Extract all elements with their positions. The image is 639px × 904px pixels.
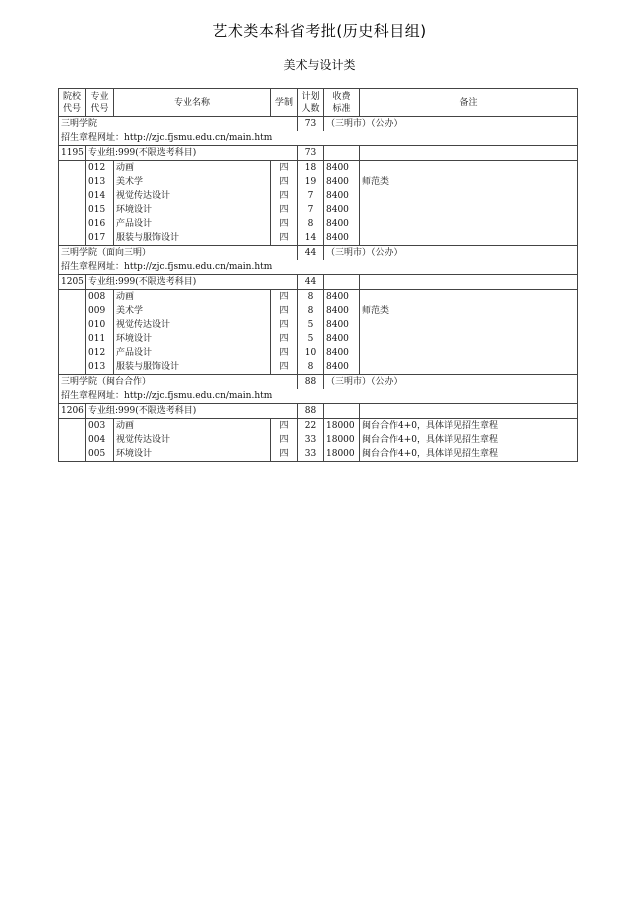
- blank-school-cell: [59, 290, 86, 305]
- blank-school-cell: [59, 203, 86, 217]
- group-note: [360, 146, 578, 161]
- major-row: [59, 290, 578, 305]
- major-duration: 四: [271, 360, 298, 375]
- major-row: [59, 419, 578, 434]
- institution-remark: （三明市）（公办）: [324, 117, 578, 132]
- major-code: 017: [86, 231, 114, 246]
- major-note: [360, 203, 578, 217]
- blank-school-cell: [59, 318, 86, 332]
- major-code: 013: [86, 175, 114, 189]
- major-name: 产品设计: [114, 346, 271, 360]
- group-row: [59, 404, 578, 419]
- url-cell: 招生章程网址：http://zjc.fjsmu.edu.cn/main.htm: [59, 131, 578, 146]
- major-row: [59, 318, 578, 332]
- table-header-row: [59, 89, 578, 117]
- major-fee: 8400: [324, 189, 360, 203]
- major-row: [59, 447, 578, 462]
- url-link[interactable]: http://zjc.fjsmu.edu.cn/main.htm: [124, 391, 273, 401]
- url-cell: 招生章程网址：http://zjc.fjsmu.edu.cn/main.htm: [59, 260, 578, 275]
- major-name: 动画: [114, 161, 271, 176]
- major-duration: 四: [271, 447, 298, 462]
- major-code: 003: [86, 419, 114, 434]
- header-plan: 计划 人数: [298, 89, 324, 117]
- major-note: [360, 217, 578, 231]
- major-fee: 8400: [324, 203, 360, 217]
- major-fee: 18000: [324, 419, 360, 434]
- major-name: 产品设计: [114, 217, 271, 231]
- major-fee: 8400: [324, 231, 360, 246]
- institution-row: [59, 117, 578, 132]
- major-code: 012: [86, 161, 114, 176]
- major-code: 005: [86, 447, 114, 462]
- group-row: [59, 275, 578, 290]
- major-fee: 18000: [324, 433, 360, 447]
- major-note: [360, 189, 578, 203]
- institution-plan: 88: [298, 375, 324, 390]
- major-fee: 18000: [324, 447, 360, 462]
- major-row: [59, 304, 578, 318]
- major-name: 服装与服饰设计: [114, 231, 271, 246]
- major-name: 视觉传达设计: [114, 189, 271, 203]
- major-code: 016: [86, 217, 114, 231]
- school-code: 1205: [59, 275, 86, 290]
- major-note: 闽台合作4+0，具体详见招生章程: [360, 419, 578, 434]
- header-fee: 收费 标准: [324, 89, 360, 117]
- major-plan: 19: [298, 175, 324, 189]
- blank-school-cell: [59, 217, 86, 231]
- major-note: [360, 161, 578, 176]
- major-name: 环境设计: [114, 203, 271, 217]
- major-code: 014: [86, 189, 114, 203]
- major-duration: 四: [271, 419, 298, 434]
- institution-plan: 44: [298, 246, 324, 261]
- group-row: [59, 146, 578, 161]
- major-name: 环境设计: [114, 447, 271, 462]
- major-duration: 四: [271, 203, 298, 217]
- major-name: 服装与服饰设计: [114, 360, 271, 375]
- major-plan: 5: [298, 332, 324, 346]
- major-row: [59, 346, 578, 360]
- major-duration: 四: [271, 318, 298, 332]
- institution-row: [59, 246, 578, 261]
- major-note: 闽台合作4+0，具体详见招生章程: [360, 433, 578, 447]
- major-note: 师范类: [360, 175, 578, 189]
- institution-name: 三明学院: [59, 117, 298, 132]
- major-row: [59, 217, 578, 231]
- major-duration: 四: [271, 161, 298, 176]
- major-code: 015: [86, 203, 114, 217]
- enrollment-table: [58, 88, 578, 462]
- school-code: 1195: [59, 146, 86, 161]
- page-subtitle: 美术与设计类: [283, 58, 356, 72]
- header-major-code: 专业 代号: [86, 89, 114, 117]
- major-plan: 10: [298, 346, 324, 360]
- major-row: [59, 433, 578, 447]
- major-code: 009: [86, 304, 114, 318]
- group-note: [360, 275, 578, 290]
- major-name: 视觉传达设计: [114, 433, 271, 447]
- url-row: [59, 260, 578, 275]
- major-plan: 5: [298, 318, 324, 332]
- major-fee: 8400: [324, 346, 360, 360]
- institution-row: [59, 375, 578, 390]
- major-code: 011: [86, 332, 114, 346]
- major-note: 师范类: [360, 304, 578, 318]
- major-fee: 8400: [324, 332, 360, 346]
- url-link[interactable]: http://zjc.fjsmu.edu.cn/main.htm: [124, 133, 273, 143]
- group-plan: 88: [298, 404, 324, 419]
- major-note: [360, 346, 578, 360]
- blank-school-cell: [59, 419, 86, 434]
- institution-plan: 73: [298, 117, 324, 132]
- group-fee: [324, 404, 360, 419]
- url-row: [59, 389, 578, 404]
- major-note: [360, 318, 578, 332]
- major-duration: 四: [271, 332, 298, 346]
- major-note: [360, 332, 578, 346]
- major-fee: 8400: [324, 175, 360, 189]
- url-link[interactable]: http://zjc.fjsmu.edu.cn/main.htm: [124, 262, 273, 272]
- major-code: 013: [86, 360, 114, 375]
- major-plan: 8: [298, 304, 324, 318]
- major-name: 视觉传达设计: [114, 318, 271, 332]
- url-label: 招生章程网址: [61, 262, 116, 272]
- header-note: 备注: [360, 89, 578, 117]
- major-row: [59, 360, 578, 375]
- major-duration: 四: [271, 433, 298, 447]
- major-plan: 33: [298, 433, 324, 447]
- blank-school-cell: [59, 433, 86, 447]
- blank-school-cell: [59, 332, 86, 346]
- major-note: [360, 290, 578, 305]
- group-note: [360, 404, 578, 419]
- header-duration: 学制: [271, 89, 298, 117]
- major-plan: 18: [298, 161, 324, 176]
- major-fee: 8400: [324, 161, 360, 176]
- major-plan: 8: [298, 360, 324, 375]
- blank-school-cell: [59, 447, 86, 462]
- major-code: 010: [86, 318, 114, 332]
- major-row: [59, 332, 578, 346]
- url-label: 招生章程网址: [61, 133, 116, 143]
- major-fee: 8400: [324, 318, 360, 332]
- blank-school-cell: [59, 175, 86, 189]
- major-plan: 22: [298, 419, 324, 434]
- url-label: 招生章程网址: [61, 391, 116, 401]
- institution-remark: （三明市）（公办）: [324, 246, 578, 261]
- major-plan: 7: [298, 189, 324, 203]
- major-row: [59, 231, 578, 246]
- header-major-name: 专业名称: [114, 89, 271, 117]
- major-plan: 7: [298, 203, 324, 217]
- blank-school-cell: [59, 161, 86, 176]
- major-row: [59, 161, 578, 176]
- major-plan: 8: [298, 217, 324, 231]
- major-name: 环境设计: [114, 332, 271, 346]
- institution-remark: （三明市）（公办）: [324, 375, 578, 390]
- group-name: 专业组:999(不限选考科目): [86, 275, 298, 290]
- blank-school-cell: [59, 360, 86, 375]
- major-row: [59, 189, 578, 203]
- major-plan: 33: [298, 447, 324, 462]
- page-title: 艺术类本科省考批(历史科目组): [212, 22, 427, 40]
- major-fee: 8400: [324, 217, 360, 231]
- group-name: 专业组:999(不限选考科目): [86, 146, 298, 161]
- major-code: 012: [86, 346, 114, 360]
- group-fee: [324, 275, 360, 290]
- header-school-code: 院校 代号: [59, 89, 86, 117]
- major-code: 008: [86, 290, 114, 305]
- blank-school-cell: [59, 304, 86, 318]
- major-name: 美术学: [114, 175, 271, 189]
- major-fee: 8400: [324, 360, 360, 375]
- group-fee: [324, 146, 360, 161]
- major-plan: 14: [298, 231, 324, 246]
- url-row: [59, 131, 578, 146]
- group-plan: 44: [298, 275, 324, 290]
- url-cell: 招生章程网址：http://zjc.fjsmu.edu.cn/main.htm: [59, 389, 578, 404]
- major-row: [59, 203, 578, 217]
- group-plan: 73: [298, 146, 324, 161]
- major-duration: 四: [271, 175, 298, 189]
- major-fee: 8400: [324, 304, 360, 318]
- major-duration: 四: [271, 346, 298, 360]
- major-duration: 四: [271, 189, 298, 203]
- group-name: 专业组:999(不限选考科目): [86, 404, 298, 419]
- major-row: [59, 175, 578, 189]
- blank-school-cell: [59, 231, 86, 246]
- major-duration: 四: [271, 217, 298, 231]
- major-name: 动画: [114, 290, 271, 305]
- major-note: [360, 231, 578, 246]
- table-body: [59, 117, 578, 462]
- major-note: [360, 360, 578, 375]
- major-note: 闽台合作4+0，具体详见招生章程: [360, 447, 578, 462]
- school-code: 1206: [59, 404, 86, 419]
- institution-name: 三明学院（闽台合作）: [59, 375, 298, 390]
- blank-school-cell: [59, 189, 86, 203]
- institution-name: 三明学院（面向三明）: [59, 246, 298, 261]
- major-fee: 8400: [324, 290, 360, 305]
- major-name: 美术学: [114, 304, 271, 318]
- major-duration: 四: [271, 290, 298, 305]
- major-duration: 四: [271, 304, 298, 318]
- major-code: 004: [86, 433, 114, 447]
- major-name: 动画: [114, 419, 271, 434]
- major-plan: 8: [298, 290, 324, 305]
- blank-school-cell: [59, 346, 86, 360]
- major-duration: 四: [271, 231, 298, 246]
